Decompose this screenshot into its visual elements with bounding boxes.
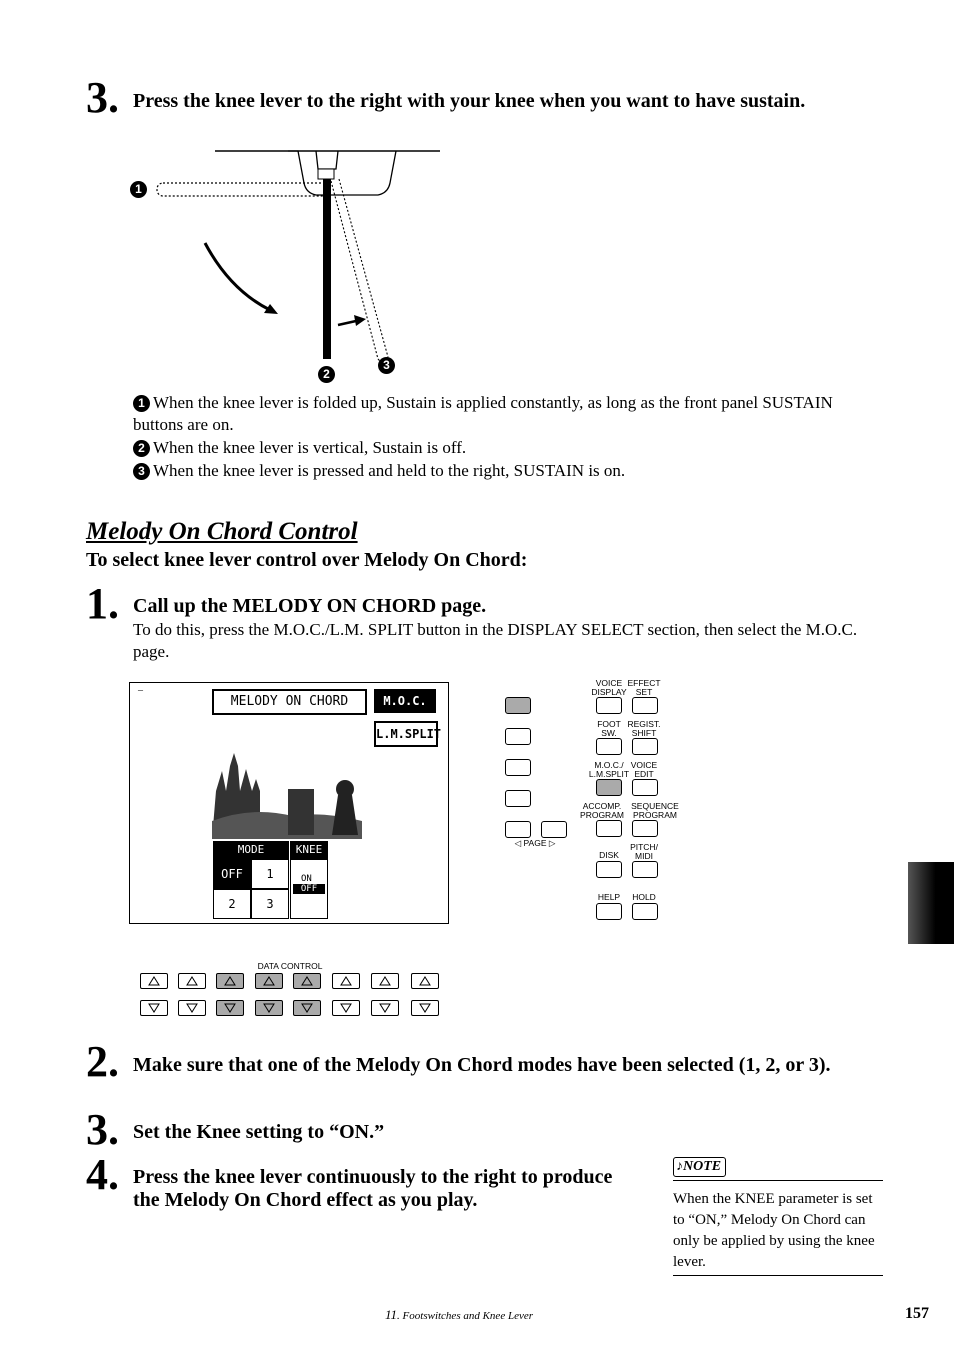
label-effect-set: EFFECT SET (627, 678, 661, 697)
bullet-text: When the knee lever is pressed and held to the right, SUSTAIN is on. (153, 461, 626, 480)
section-title: Melody On Chord Control (86, 518, 358, 545)
knee-header: KNEE (290, 841, 328, 859)
triangle-up-icon (379, 976, 391, 986)
triangle-down-icon (263, 1003, 275, 1013)
data-control-up-8[interactable] (411, 973, 439, 989)
bullet-number: 1 (133, 395, 150, 412)
label-moc: M.O.C./ L.M.SPLIT (588, 760, 630, 779)
triangle-up-icon (224, 976, 236, 986)
disk-button[interactable] (596, 861, 622, 878)
knee-on: ON (301, 874, 312, 884)
effect-set-button[interactable] (632, 697, 658, 714)
moc-lmsplit-button[interactable] (596, 779, 622, 796)
bullet-number: 2 (133, 440, 150, 457)
triangle-up-icon (148, 976, 160, 986)
page-number: 157 (905, 1305, 929, 1322)
mode-2[interactable]: 2 (213, 889, 251, 919)
triangle-down-icon (301, 1003, 313, 1013)
sequence-program-button[interactable] (632, 820, 658, 837)
triangle-up-icon (301, 976, 313, 986)
triangle-up-icon (186, 976, 198, 986)
triangle-down-icon (419, 1003, 431, 1013)
data-control-up-6[interactable] (332, 973, 360, 989)
lcd-title: MELODY ON CHORD (212, 689, 367, 715)
voice-display-button[interactable] (596, 697, 622, 714)
panel-button-3[interactable] (505, 759, 531, 776)
panel-button-4[interactable] (505, 790, 531, 807)
step-title: Press the knee lever continuously to the right to produce the Melody On Chord effect as you play. (133, 1166, 613, 1211)
data-control-down-6[interactable] (332, 1000, 360, 1016)
accomp-program-button[interactable] (596, 820, 622, 837)
bullet-text: When the knee lever is folded up, Sustain is applied constantly, as long as the front panel SUSTAIN buttons are on. (133, 393, 833, 434)
data-control-down-4[interactable] (255, 1000, 283, 1016)
data-control-up-4[interactable] (255, 973, 283, 989)
triangle-down-icon (379, 1003, 391, 1013)
bullet-number: 3 (133, 463, 150, 480)
data-control-down-1[interactable] (140, 1000, 168, 1016)
label-help: HELP (597, 892, 621, 902)
triangle-up-icon (340, 976, 352, 986)
chapter-tab (908, 862, 954, 944)
label-regist-shift: REGIST. SHIFT (627, 719, 661, 738)
label-foot-sw: FOOT SW. (597, 719, 621, 738)
note-rule-top (673, 1180, 883, 1181)
data-control-up-3[interactable] (216, 973, 244, 989)
lcd-display (129, 682, 449, 924)
note-badge (673, 1157, 726, 1177)
mode-3[interactable]: 3 (251, 889, 289, 919)
triangle-down-icon (186, 1003, 198, 1013)
step-title: Make sure that one of the Melody On Chord modes have been selected (1, 2, or 3). (133, 1054, 831, 1076)
triangle-down-icon (340, 1003, 352, 1013)
mode-1[interactable]: 1 (251, 859, 289, 889)
step-number: 4. (86, 1150, 119, 1199)
bullet-3 (133, 460, 873, 482)
data-control-down-2[interactable] (178, 1000, 206, 1016)
data-control-up-1[interactable] (140, 973, 168, 989)
lcd-tab-moc[interactable]: M.O.C. (374, 689, 436, 713)
note-label: NOTE (683, 1159, 722, 1174)
label-voice-display: VOICE DISPLAY (591, 678, 627, 697)
chapter-number: 11 (385, 1307, 398, 1322)
step-title: Call up the MELODY ON CHORD page. (133, 595, 487, 617)
music-note-icon: ♪ (676, 1159, 683, 1174)
callout-1: 1 (130, 181, 147, 198)
knee-switch[interactable] (290, 859, 328, 919)
triangle-up-icon (263, 976, 275, 986)
footer-chapter: 11. Footswitches and Knee Lever (385, 1307, 533, 1322)
page-right-icon: ▷ (548, 838, 556, 848)
label-voice-edit: VOICE EDIT (630, 760, 658, 779)
knee-lever-figure (120, 145, 450, 385)
page-text: PAGE (523, 838, 547, 848)
panel-button-1[interactable] (505, 697, 531, 714)
step-number: 1. (86, 579, 119, 628)
callout-3: 3 (378, 357, 395, 374)
note-box (673, 1157, 883, 1181)
label-disk: DISK (599, 850, 619, 860)
foot-sw-button[interactable] (596, 738, 622, 755)
regist-shift-button[interactable] (632, 738, 658, 755)
step-number: 3. (86, 73, 119, 122)
data-control-up-2[interactable] (178, 973, 206, 989)
lcd-corner-mark: – (138, 685, 143, 696)
section-subtitle: To select knee lever control over Melody On Chord: (86, 549, 528, 571)
label-hold: HOLD (632, 892, 656, 902)
data-control-down-8[interactable] (411, 1000, 439, 1016)
mode-header: MODE (213, 841, 289, 859)
pitch-midi-button[interactable] (632, 861, 658, 878)
chapter-name: Footswitches and Knee Lever (402, 1310, 533, 1322)
knee-off: OFF (293, 884, 325, 894)
data-control-up-5[interactable] (293, 973, 321, 989)
note-rule-bottom (673, 1275, 883, 1276)
triangle-down-icon (148, 1003, 160, 1013)
data-control-down-5[interactable] (293, 1000, 321, 1016)
label-pitch: PITCH/ MIDI (630, 842, 658, 861)
page-right-button[interactable] (541, 821, 567, 838)
callout-2: 2 (318, 366, 335, 383)
data-control-up-7[interactable] (371, 973, 399, 989)
castle-illustration (212, 751, 362, 839)
mode-off[interactable]: OFF (213, 859, 251, 889)
bullet-1 (133, 392, 873, 436)
lcd-tab-lmsplit[interactable]: L.M.SPLIT (374, 721, 438, 747)
data-control-label: DATA CONTROL (257, 961, 323, 971)
hold-button[interactable] (632, 903, 658, 920)
triangle-up-icon (419, 976, 431, 986)
help-button[interactable] (596, 903, 622, 920)
step-title: Set the Knee setting to “ON.” (133, 1121, 385, 1143)
step-title: Press the knee lever to the right with your knee when you want to have sustain. (133, 90, 806, 112)
note-text: When the KNEE parameter is set to “ON,” Melody On Chord can only be applied by using the knee lever. (673, 1191, 875, 1270)
page-label (505, 839, 565, 848)
panel-button-2[interactable] (505, 728, 531, 745)
data-control-down-3[interactable] (216, 1000, 244, 1016)
step-number: 2. (86, 1037, 119, 1086)
label-accomp: ACCOMP. PROGRAM (580, 801, 624, 820)
bullet-2 (133, 437, 873, 459)
page-left-icon: ◁ (514, 838, 522, 848)
page-left-button[interactable] (505, 821, 531, 838)
step-number: 3. (86, 1105, 119, 1154)
data-control-down-7[interactable] (371, 1000, 399, 1016)
bullet-text: When the knee lever is vertical, Sustain is off. (153, 438, 467, 457)
triangle-down-icon (224, 1003, 236, 1013)
step-body: To do this, press the M.O.C./L.M. SPLIT button in the DISPLAY SELECT section, then select the M.O.C. page. (133, 620, 858, 661)
label-sequence: SEQUENCE PROGRAM (631, 801, 679, 820)
voice-edit-button[interactable] (632, 779, 658, 796)
